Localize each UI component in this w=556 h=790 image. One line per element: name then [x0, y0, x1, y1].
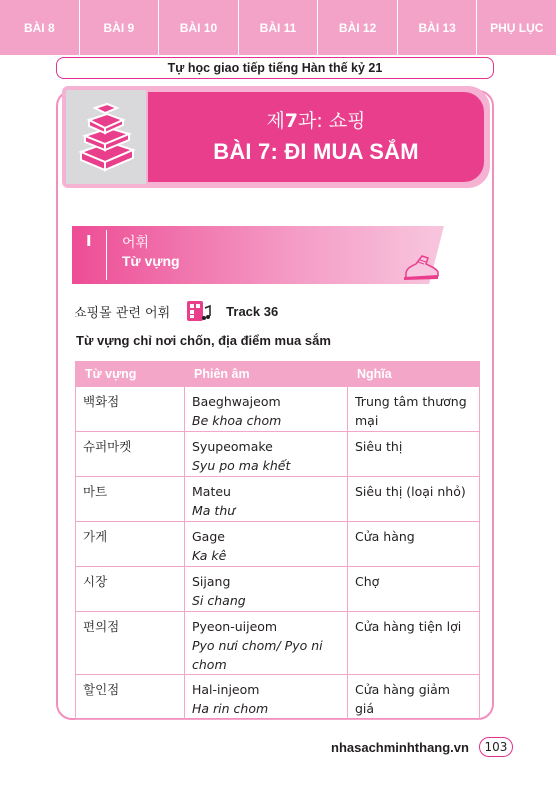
- cell-pronunciation: [185, 477, 348, 522]
- lesson-kor-suffix: 과: 쇼핑: [298, 110, 366, 132]
- header-meaning: Nghĩa: [348, 362, 480, 387]
- romanization: Hal-injeom: [192, 682, 260, 697]
- cell-word: 편의점: [76, 612, 185, 675]
- cell-pronunciation: [185, 522, 348, 567]
- cell-pronunciation: [185, 612, 348, 675]
- section-title-vietnamese: Từ vựng: [122, 253, 180, 269]
- lesson-kor-number: 7: [284, 110, 299, 132]
- vietnamese-reading: Si chang: [192, 593, 246, 608]
- cell-meaning: Chợ: [348, 567, 480, 612]
- header-pronunciation: Phiên âm: [185, 362, 348, 387]
- series-title: Tự học giao tiếp tiếng Hàn thế kỷ 21: [56, 57, 494, 79]
- romanization: Pyeon-uijeom: [192, 619, 278, 634]
- publisher-website[interactable]: nhasachminhthang.vn: [331, 739, 469, 755]
- cell-meaning: Cửa hàng: [348, 522, 480, 567]
- lesson-title-vietnamese: BÀI 7: ĐI MUA SẮM: [213, 139, 419, 164]
- header-word: Từ vựng: [76, 362, 185, 387]
- romanization: Mateu: [192, 484, 231, 499]
- lesson-title-banner: [148, 92, 484, 182]
- table-row: [76, 477, 480, 522]
- books-stack-icon: [75, 100, 137, 174]
- table-row: [76, 522, 480, 567]
- table-header-row: [76, 362, 480, 387]
- cell-pronunciation: [185, 432, 348, 477]
- lesson-kor-prefix: 제: [266, 110, 285, 132]
- tab-bai-11[interactable]: BÀI 11: [239, 0, 319, 55]
- tab-bai-10[interactable]: BÀI 10: [159, 0, 239, 55]
- cell-meaning: Trung tâm thương mại: [348, 387, 480, 432]
- table-row: [76, 612, 480, 675]
- vietnamese-reading: Ka kê: [192, 548, 227, 563]
- tab-bai-8[interactable]: BÀI 8: [0, 0, 80, 55]
- lesson-title-korean: [148, 106, 484, 133]
- section-divider: [106, 230, 107, 280]
- tab-phu-luc[interactable]: PHỤ LỤC: [477, 0, 556, 55]
- romanization: Gage: [192, 529, 225, 544]
- cell-meaning: Siêu thị: [348, 432, 480, 477]
- tab-bai-12[interactable]: BÀI 12: [318, 0, 398, 55]
- table-row: [76, 675, 480, 720]
- cell-pronunciation: [185, 387, 348, 432]
- audio-track-icon[interactable]: [186, 300, 212, 322]
- cell-pronunciation: [185, 675, 348, 720]
- cell-pronunciation: [185, 567, 348, 612]
- cell-meaning: Cửa hàng giảm giá: [348, 675, 480, 720]
- cell-word: 시장: [76, 567, 185, 612]
- tab-bai-13[interactable]: BÀI 13: [398, 0, 478, 55]
- vietnamese-reading: Ha rin chom: [192, 701, 269, 716]
- shoe-icon: [402, 252, 440, 282]
- table-row: [76, 432, 480, 477]
- chapter-tabs: [0, 0, 556, 55]
- vocabulary-table: [75, 361, 480, 720]
- cell-word: 가게: [76, 522, 185, 567]
- table-row: [76, 567, 480, 612]
- romanization: Baeghwajeom: [192, 394, 281, 409]
- vietnamese-reading: Syu po ma khết: [192, 458, 291, 473]
- section-number: I: [86, 232, 92, 250]
- cell-meaning: Siêu thị (loại nhỏ): [348, 477, 480, 522]
- track-label: Track 36: [226, 303, 279, 319]
- table-title: Từ vựng chỉ nơi chốn, địa điểm mua sắm: [76, 333, 331, 348]
- subsection-row: [74, 300, 278, 322]
- cell-word: 백화점: [76, 387, 185, 432]
- romanization: Sijang: [192, 574, 231, 589]
- romanization: Syupeomake: [192, 439, 273, 454]
- cell-meaning: Cửa hàng tiện lợi: [348, 612, 480, 675]
- lesson-icon-box: [66, 90, 146, 184]
- tab-bai-9[interactable]: BÀI 9: [80, 0, 160, 55]
- vietnamese-reading: Ma thư: [192, 503, 236, 518]
- vietnamese-reading: Be khoa chom: [192, 413, 282, 428]
- cell-word: 마트: [76, 477, 185, 522]
- vietnamese-reading: Pyo nưi chom/ Pyo ni chom: [192, 638, 323, 672]
- page-number: 103: [479, 737, 513, 757]
- table-row: [76, 387, 480, 432]
- subsection-title-korean: 쇼핑몰 관련 어휘: [74, 305, 171, 321]
- page-footer: [331, 737, 513, 757]
- cell-word: 할인점: [76, 675, 185, 720]
- section-title-korean: 어휘: [122, 235, 150, 251]
- cell-word: 슈퍼마켓: [76, 432, 185, 477]
